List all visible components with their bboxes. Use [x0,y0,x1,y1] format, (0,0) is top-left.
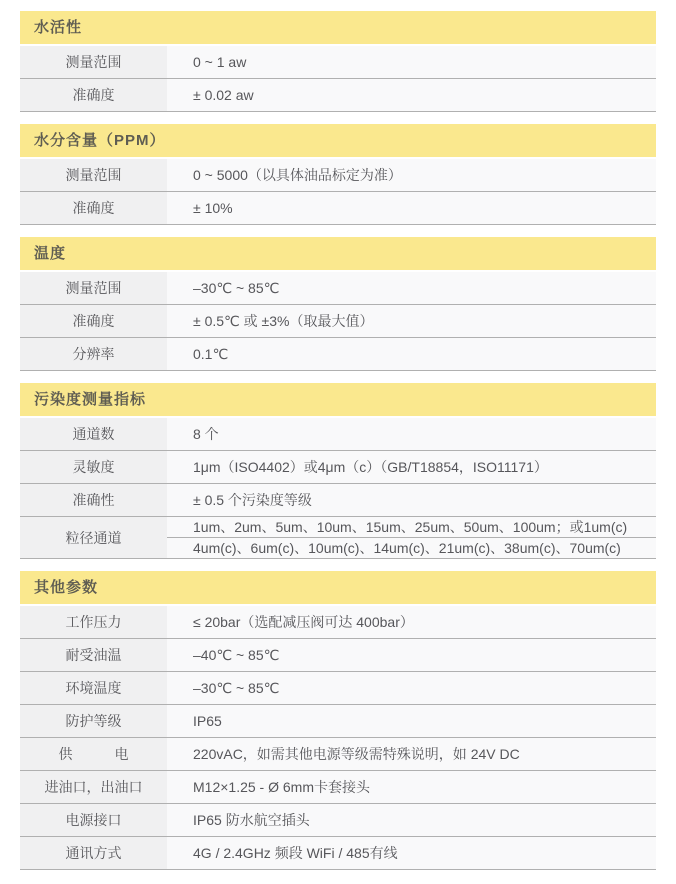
spec-row [20,159,656,192]
spec-label: 粒径通道 [20,517,167,558]
spec-label: 供 电 [20,738,167,770]
spec-value: –40℃ ~ 85℃ [167,639,656,671]
spec-row [20,606,656,639]
spec-label: 通讯方式 [20,837,167,869]
spec-value: 4um(c)、6um(c)、10um(c)、14um(c)、21um(c)、38um(c)、70um(c) [167,538,656,558]
spec-value: IP65 [167,705,656,737]
spec-value: ± 0.5℃ 或 ±3%（取最大值） [167,305,656,337]
spec-table [20,11,656,870]
spec-row [20,305,656,338]
section-header: 水活性 [20,11,656,44]
spec-value: ± 0.02 aw [167,79,656,111]
spec-label: 准确度 [20,192,167,224]
section-header: 温度 [20,237,656,270]
spec-section-4 [20,571,656,870]
spec-label: 分辨率 [20,338,167,370]
spec-row [20,46,656,79]
spec-label: 工作压力 [20,606,167,638]
spec-row [20,705,656,738]
spec-value: 4G / 2.4GHz 频段 WiFi / 485有线 [167,837,656,869]
spec-row [20,804,656,837]
spec-section-3 [20,383,656,559]
spec-label: 环境温度 [20,672,167,704]
spec-section-0 [20,11,656,112]
spec-value: 0 ~ 5000（以具体油品标定为准） [167,159,656,191]
spec-section-2 [20,237,656,371]
spec-value: 1μm（ISO4402）或4μm（c）（GB/T18854，ISO11171） [167,451,656,483]
spec-row [20,338,656,371]
spec-value: 0.1℃ [167,338,656,370]
spec-label: 准确度 [20,79,167,111]
spec-label: 准确性 [20,484,167,516]
spec-value: ± 0.5 个污染度等级 [167,484,656,516]
spec-row [20,837,656,870]
spec-row [20,79,656,112]
spec-value: M12×1.25 - Ø 6mm卡套接头 [167,771,656,803]
spec-value: ≤ 20bar（选配减压阀可达 400bar） [167,606,656,638]
spec-label: 灵敏度 [20,451,167,483]
spec-value: 220vAC，如需其他电源等级需特殊说明，如 24V DC [167,738,656,770]
section-header: 污染度测量指标 [20,383,656,416]
section-header: 水分含量（PPM） [20,124,656,157]
spec-row [20,192,656,225]
spec-row [20,639,656,672]
spec-label: 准确度 [20,305,167,337]
spec-value: 8 个 [167,418,656,450]
spec-section-1 [20,124,656,225]
spec-value: 0 ~ 1 aw [167,46,656,78]
spec-label: 测量范围 [20,272,167,304]
spec-label: 测量范围 [20,159,167,191]
spec-label: 电源接口 [20,804,167,836]
spec-row [20,272,656,305]
spec-row [20,771,656,804]
spec-label: 测量范围 [20,46,167,78]
section-header: 其他参数 [20,571,656,604]
spec-label: 通道数 [20,418,167,450]
spec-row [20,418,656,451]
spec-value: ± 10% [167,192,656,224]
spec-row [20,451,656,484]
spec-value: –30℃ ~ 85℃ [167,672,656,704]
spec-label: 防护等级 [20,705,167,737]
spec-value: IP65 防水航空插头 [167,804,656,836]
spec-value: –30℃ ~ 85℃ [167,272,656,304]
spec-row [20,484,656,517]
spec-row [20,672,656,705]
spec-label: 进油口，出油口 [20,771,167,803]
spec-label: 耐受油温 [20,639,167,671]
spec-value-stack [167,517,656,558]
spec-value: 1um、2um、5um、10um、15um、25um、50um、100um；或1um(c) [167,517,656,538]
spec-row [20,517,656,559]
spec-row [20,738,656,771]
